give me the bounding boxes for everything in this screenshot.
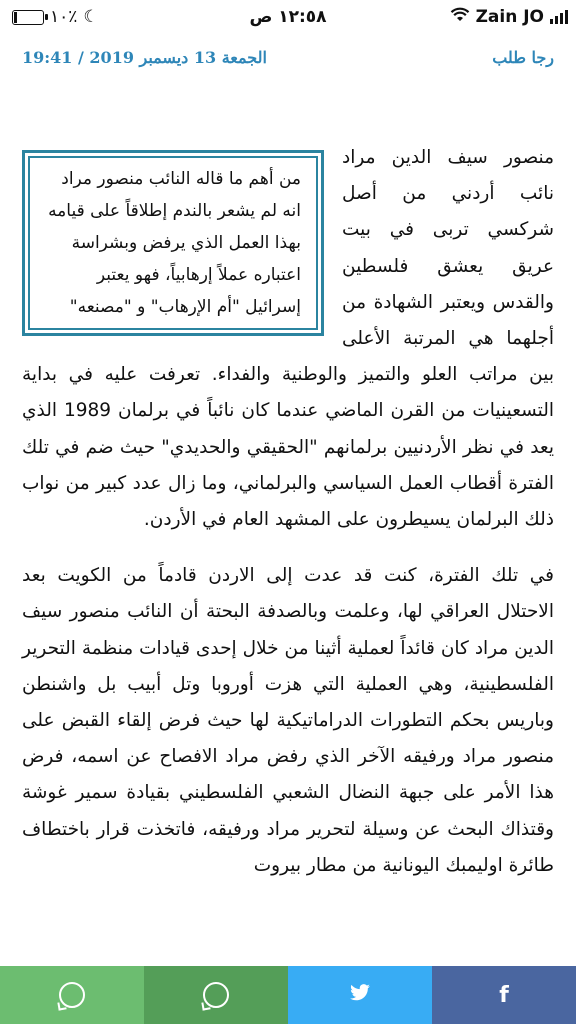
paragraph: منصور سيف الدين مراد نائب أردني من أصل شركسي تربى في بيت عريق يعشق فلسطين والقدس ويعتبر الشهادة من أجلهما هي المرتبة الأعلى بين مراتب العلو والتميز والوطنية والفداء. تعرفت عليه في بداية التسعينيات من القرن الماضي عندما كان نائباً في برلمان 1989 الذي يعد في نظر الأردنيين برلمانهم "الحقيقي والحديدي" حيث ضم في تلك الفترة أقطاب العمل السياسي والبرلماني، وما زال عدد كبير من نواب ذلك البرلمان يسيطرون على المشهد العام في الأردن. bbox=[22, 147, 554, 531]
pull-quote bbox=[22, 150, 324, 336]
article-date: الجمعة 13 ديسمبر 2019 / 19:41 bbox=[22, 48, 267, 67]
status-bar bbox=[0, 0, 576, 34]
article-body bbox=[22, 140, 554, 904]
share-bar bbox=[0, 966, 576, 1024]
whatsapp-share-button[interactable] bbox=[0, 966, 144, 1024]
twitter-icon bbox=[349, 983, 371, 1008]
article-author[interactable]: رجا طلب bbox=[492, 48, 554, 67]
facebook-share-button[interactable] bbox=[432, 966, 576, 1024]
facebook-icon: f bbox=[499, 982, 509, 1008]
whatsapp-icon bbox=[59, 982, 85, 1008]
whatsapp-icon bbox=[203, 982, 229, 1008]
battery-percent: ١٠٪ bbox=[50, 7, 78, 27]
paragraph: في تلك الفترة، كنت قد عدت إلى الاردن قادماً من الكويت بعد الاحتلال العراقي لها، وعلمت وبالصدفة البحتة أن النائب منصور سيف الدين مراد كان قائداً لعملية أثينا من خلال إحدى قيادات منظمة التحرير الفلسطينية، وهي العملية التي هزت أوروبا وتل أبيب بل واشنطن وباريس بحكم التطورات الدراماتيكية لها حيث فرض إلقاء القبض على منصور مراد ورفيقه الآخر الذي رفض مراد الافصاح عن اسمه، فرض هذا الأمر على جبهة النضال الشعبي الفلسطيني بقيادة سمير غوشة وقتذاك البحث عن وسيلة لتحرير مراد ورفيقه، فاتخذت قرار باختطاف طائرة اوليمبك اليونانية من مطار بيروت bbox=[22, 565, 554, 876]
status-time: ١٢:٥٨ ص bbox=[249, 7, 327, 27]
twitter-share-button[interactable] bbox=[288, 966, 432, 1024]
whatsapp-share-button[interactable] bbox=[144, 966, 288, 1024]
moon-icon: ☾ bbox=[83, 7, 99, 27]
carrier-name: Zain JO bbox=[475, 7, 544, 27]
pull-quote-text: من أهم ما قاله النائب منصور مراد انه لم يشعر بالندم إطلاقاً على قيامه بهذا العمل الذي يرفض وبشراسة اعتباره عملاً إرهابياً، فهو يعتبر إسرائيل "أم الإرهاب" و "مصنعه" bbox=[28, 156, 318, 330]
article-meta bbox=[22, 48, 554, 72]
